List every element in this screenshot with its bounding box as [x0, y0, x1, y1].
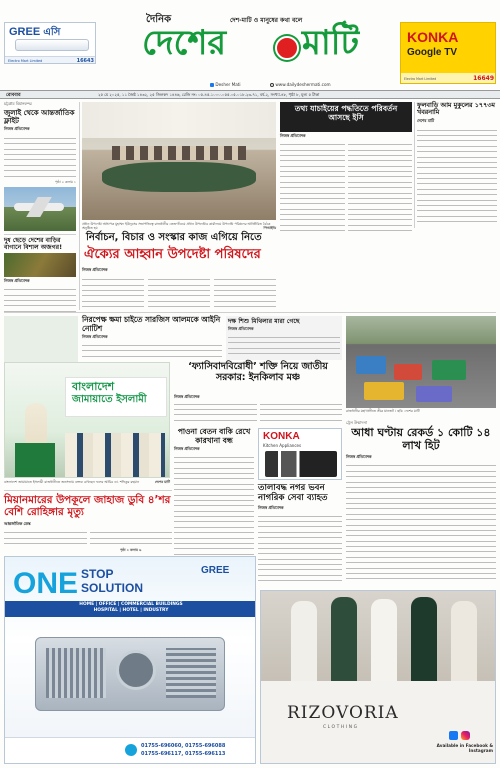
factory-byline: নিজস্ব প্রতিবেদক	[174, 446, 200, 452]
masthead-title-left: দেশের	[142, 23, 227, 63]
gree-brand: GREE	[9, 26, 41, 38]
city-body	[258, 511, 342, 581]
lead-byline: নিজস্ব প্রতিবেদক	[82, 267, 108, 272]
train-kicker: ট্রেন উন্মাদনা	[346, 420, 368, 425]
fascism-body	[174, 394, 342, 426]
konka-kitchen-ad[interactable]	[258, 428, 342, 480]
divider	[4, 312, 496, 313]
factory-headline[interactable]: পাওনা বেতন বাকি রেখে কারখানা বন্ধ	[177, 427, 251, 445]
rally-banner	[65, 377, 167, 417]
globe-icon	[270, 83, 274, 87]
one-stop-line2: SOLUTION	[81, 581, 143, 595]
ec-body	[280, 140, 412, 232]
rizovoria-sub: CLOTHING	[323, 725, 359, 730]
phones-line2: 01755-696117, 01755-696113	[141, 751, 226, 757]
divider	[4, 234, 76, 235]
traffic-photo	[346, 316, 496, 408]
myanmar-headline[interactable]: মিয়ানমারের উপকূলে জাহাজ ডুবি ৪’শর বেশি রোহিঙ্গার মৃত্যু	[4, 494, 171, 519]
child-body	[226, 332, 342, 358]
fascism-story	[174, 362, 342, 392]
sectors-strip	[5, 601, 256, 617]
lead-body	[82, 275, 276, 311]
one-stop-big: ONE	[13, 567, 79, 600]
story1-headline[interactable]: জুলাই থেকে আন্তর্জাতিক ফ্লাইট	[4, 108, 75, 125]
mango-byline: দেশের মাটি	[417, 117, 435, 123]
ec-headline: তথ্য যাচাইয়ের পদ্ধতিতে পরিবর্তন আসছে ইসি	[294, 104, 398, 122]
column-rule	[79, 102, 80, 310]
myanmar-jump[interactable]: পৃষ্ঠা ২ কলাম ৬	[120, 548, 142, 552]
rally-credit: দেশের মাটি	[154, 480, 170, 484]
story1-body	[4, 134, 76, 180]
konka-partner: Electro Mart Limited	[404, 77, 437, 81]
rally-banner-line1: বাংলাদেশ	[72, 380, 115, 393]
notice-headline[interactable]: নিরপেক্ষ ক্ষমা চাইতে সারজিস আলমকে আইনি নোটিশ	[82, 315, 221, 333]
chiller-illustration	[35, 637, 225, 711]
sectors-line1: HOME | OFFICE | COMMERCIAL BUILDINGS	[79, 602, 183, 607]
traffic-caption: রাজধানীর মহাখালীতে তীব্র যানজট । ছবি: দেশের মাটি	[346, 409, 420, 413]
social-handle-text: Desher Mati	[215, 82, 241, 87]
gree-brand-bottom: GREE	[201, 565, 230, 576]
facebook-icon[interactable]	[449, 731, 458, 740]
rizovoria-ad[interactable]	[260, 590, 496, 764]
myanmar-body	[4, 528, 172, 548]
dateline-bar	[0, 90, 500, 99]
phones-line1: 01755-696060, 01755-696088	[141, 743, 226, 749]
fascism-byline: নিজস্ব প্রতিবেদক	[174, 394, 200, 399]
train-story	[346, 420, 496, 588]
city-byline: নিজস্ব প্রতিবেদক	[258, 504, 284, 510]
lead-photo-credit: পিআইডি	[263, 226, 276, 231]
city-headline[interactable]: তালাবদ্ধ নগর ভবন নাগরিক সেবা ব্যাহত	[258, 483, 328, 503]
notice-story	[82, 316, 222, 360]
sectors-line2: HOSPITAL | HOTEL | INDUSTRY	[93, 607, 169, 613]
council-meeting-photo	[82, 102, 276, 220]
city-story	[258, 484, 342, 588]
website-link[interactable]	[270, 82, 331, 87]
gree-one-stop-ad[interactable]	[4, 556, 256, 764]
story1-jump[interactable]: পৃষ্ঠা ২ কলাম ১	[55, 179, 76, 184]
air-conditioner-illustration	[15, 39, 89, 51]
story1-kicker: চট্টগ্রাম বিমানবন্দর	[4, 101, 32, 106]
instagram-icon[interactable]	[461, 731, 470, 740]
rally-stage-photo	[4, 362, 170, 478]
konka-footer-bar	[401, 73, 496, 84]
rally-caption	[4, 480, 170, 484]
train-headline[interactable]: আধা ঘণ্টায় রেকর্ড ১ কোটি ১৪ লাখ হিট	[351, 426, 491, 452]
story1-byline: নিজস্ব প্রতিবেদক	[4, 126, 30, 132]
lead-photo-caption	[82, 222, 276, 231]
myanmar-byline: আন্তর্জাতিক ডেস্ক	[4, 521, 31, 526]
lead-kicker: নির্বাচন, বিচার ও সংস্কার কাজ এগিয়ে নিতে	[86, 232, 262, 243]
divider	[4, 490, 172, 491]
lead-caption-text: প্রধান উপদেষ্টা অধ্যাপক মুহাম্মদ ইউনূসের সভাপতিত্বে রাজধানীর তেজগাঁওয়ে প্রধান উপদেষ্টার কার্যালয়ে উপদেষ্টা পরিষদের অনির্ধারিত বৈঠক অনুষ্ঠিত হয়	[82, 222, 271, 231]
models-photo	[261, 591, 496, 681]
ec-byline: নিজস্ব প্রতিবেদক	[280, 133, 306, 138]
story2-byline: নিজস্ব প্রতিবেদক	[4, 278, 30, 284]
social-handle[interactable]	[210, 82, 241, 87]
podium	[15, 443, 55, 477]
one-stop-line1: STOP	[81, 567, 114, 581]
konka-kitchen-sub: Kitchen Appliances	[263, 442, 302, 448]
notice-byline: নিজস্ব প্রতিবেদক	[82, 334, 108, 340]
audience-row	[65, 433, 165, 477]
rally-banner-line2: জামায়াতে ইসলামী	[72, 393, 147, 405]
left-column	[4, 102, 76, 310]
masthead-prefix: দৈনিক	[146, 14, 172, 25]
konka-kitchen-brand: KONKA	[263, 431, 300, 442]
train-body	[346, 461, 496, 581]
phone-icon	[125, 744, 137, 756]
gree-ac-ad[interactable]	[4, 22, 96, 64]
child-byline: নিজস্ব প্রতিবেদক	[228, 326, 254, 332]
dateline-text: ২৫ মে ২০২৫, ১১ জৈষ্ঠ ১৪৩২, ২৫ জিলকদ ১৪৪৬, রেজি নং: ০৫.৪৫.১০০০.০৫৫.০৫.০১৮.২৩-৭১, বর্ষ-২, সংখ্যা-৪৮, পৃষ্ঠা ৮, মূল্য ৫ টাকা	[98, 92, 320, 97]
weekday: রোববার	[6, 92, 21, 98]
masthead-tagline: দেশ-মাটি ও মানুষের কথা বলে	[230, 17, 303, 24]
ad-contact-bar	[5, 737, 256, 764]
hotline-number: 16643	[76, 58, 94, 64]
konka-product: Google TV	[407, 47, 457, 58]
konka-tv-ad[interactable]	[400, 22, 496, 84]
mango-body	[417, 125, 497, 223]
mango-story	[417, 102, 497, 230]
mango-headline[interactable]: ফুলবাড়ি আম মুকুলের ১৭৭৩ম খবরনামি	[417, 101, 495, 117]
story2-headline[interactable]: দুধ ছেড়ে দেশের বাড়ির বাগানে বিশাল অজগর!	[4, 237, 63, 252]
masthead-flag-icon	[275, 36, 299, 60]
right-top-headline-box[interactable]	[280, 102, 412, 132]
ad-footer-bar	[5, 56, 96, 64]
child-headline[interactable]: দক্ষ শিশু মিথিলার মারা গেছে	[228, 318, 300, 325]
child-story-box	[226, 316, 342, 360]
airport-photo	[4, 187, 76, 231]
facebook-icon	[210, 83, 214, 87]
konka-hotline: 16649	[473, 75, 494, 82]
train-byline: নিজস্ব প্রতিবেদক	[346, 454, 372, 460]
rizovoria-brand: RIZOVORIA	[287, 703, 399, 723]
snake-photo	[4, 253, 76, 277]
notice-body	[82, 341, 222, 357]
rizovoria-available: Available in Facebook & Instagram	[436, 743, 493, 754]
masthead-title-right: মাটি	[302, 23, 359, 63]
gree-brand-suffix: এসি	[43, 27, 61, 38]
fascism-headline[interactable]: ‘ফ্যাসিবাদবিরোধী’ শক্তি নিয়ে জাতীয় সরকার: ইনকিলাব মঞ্চ	[188, 361, 328, 383]
konka-brand: KONKA	[407, 29, 459, 45]
partner-name: Electro Mart Limited	[8, 59, 43, 63]
lead-headline[interactable]: ঐক্যের আহ্বান উপদেষ্টা পরিষদের	[84, 247, 261, 262]
website-text: www.dailydeshermati.com	[275, 82, 331, 87]
appliance-illustration	[265, 451, 337, 477]
rally-caption-text: বাংলাদেশ জামায়াতে ইসলামী রাজধানীতে জনসভায় বক্তব্য রাখছেন দলের আমির ডা. শফিকুর রহমান	[4, 480, 140, 484]
column-rule	[414, 102, 415, 228]
